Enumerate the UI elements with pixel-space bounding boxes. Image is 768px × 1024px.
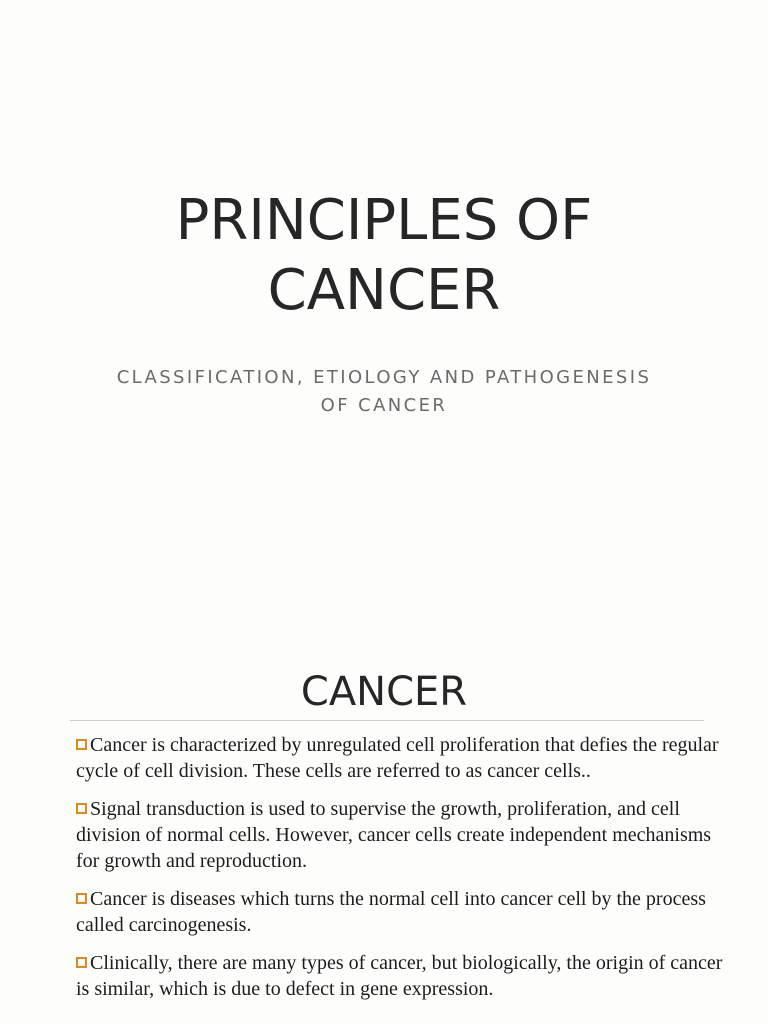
content-slide <box>0 632 768 1024</box>
orange-square-box-icon <box>76 739 87 750</box>
main-title-line-1: PRINCIPLES OF <box>175 188 593 253</box>
main-title-line-2: CANCER <box>267 258 501 323</box>
orange-square-box-icon <box>76 803 87 814</box>
title-divider <box>70 720 704 721</box>
orange-square-box-icon <box>76 957 87 968</box>
section-title: CANCER <box>300 669 468 715</box>
bullet-text: Cancer is characterized by unregulated cell proliferation that defies the regular cycle of cell division. These cells are referred to as cancer cells.. <box>76 734 719 782</box>
subtitle-line-2: OF CANCER <box>320 395 448 416</box>
bullet-item <box>70 796 730 874</box>
bullet-text: Signal transduction is used to supervise the growth, proliferation, and cell division of normal cells. However, cancer cells create independent mechanisms for growth and reproduction. <box>76 798 712 872</box>
bullet-text: Cancer is diseases which turns the normal cell into cancer cell by the process called carcinogenesis. <box>76 888 706 936</box>
main-title <box>0 186 768 326</box>
bullet-item <box>70 732 730 784</box>
bullet-item <box>70 950 730 1002</box>
bullet-item <box>70 886 730 938</box>
subtitle-line-1: CLASSIFICATION, ETIOLOGY AND PATHOGENESIS <box>116 367 652 388</box>
bullet-text: Clinically, there are many types of cancer, but biologically, the origin of cancer is similar, which is due to defect in gene expression. <box>76 952 723 1000</box>
orange-square-box-icon <box>76 893 87 904</box>
bullet-list <box>70 732 730 1014</box>
subtitle <box>0 364 768 420</box>
